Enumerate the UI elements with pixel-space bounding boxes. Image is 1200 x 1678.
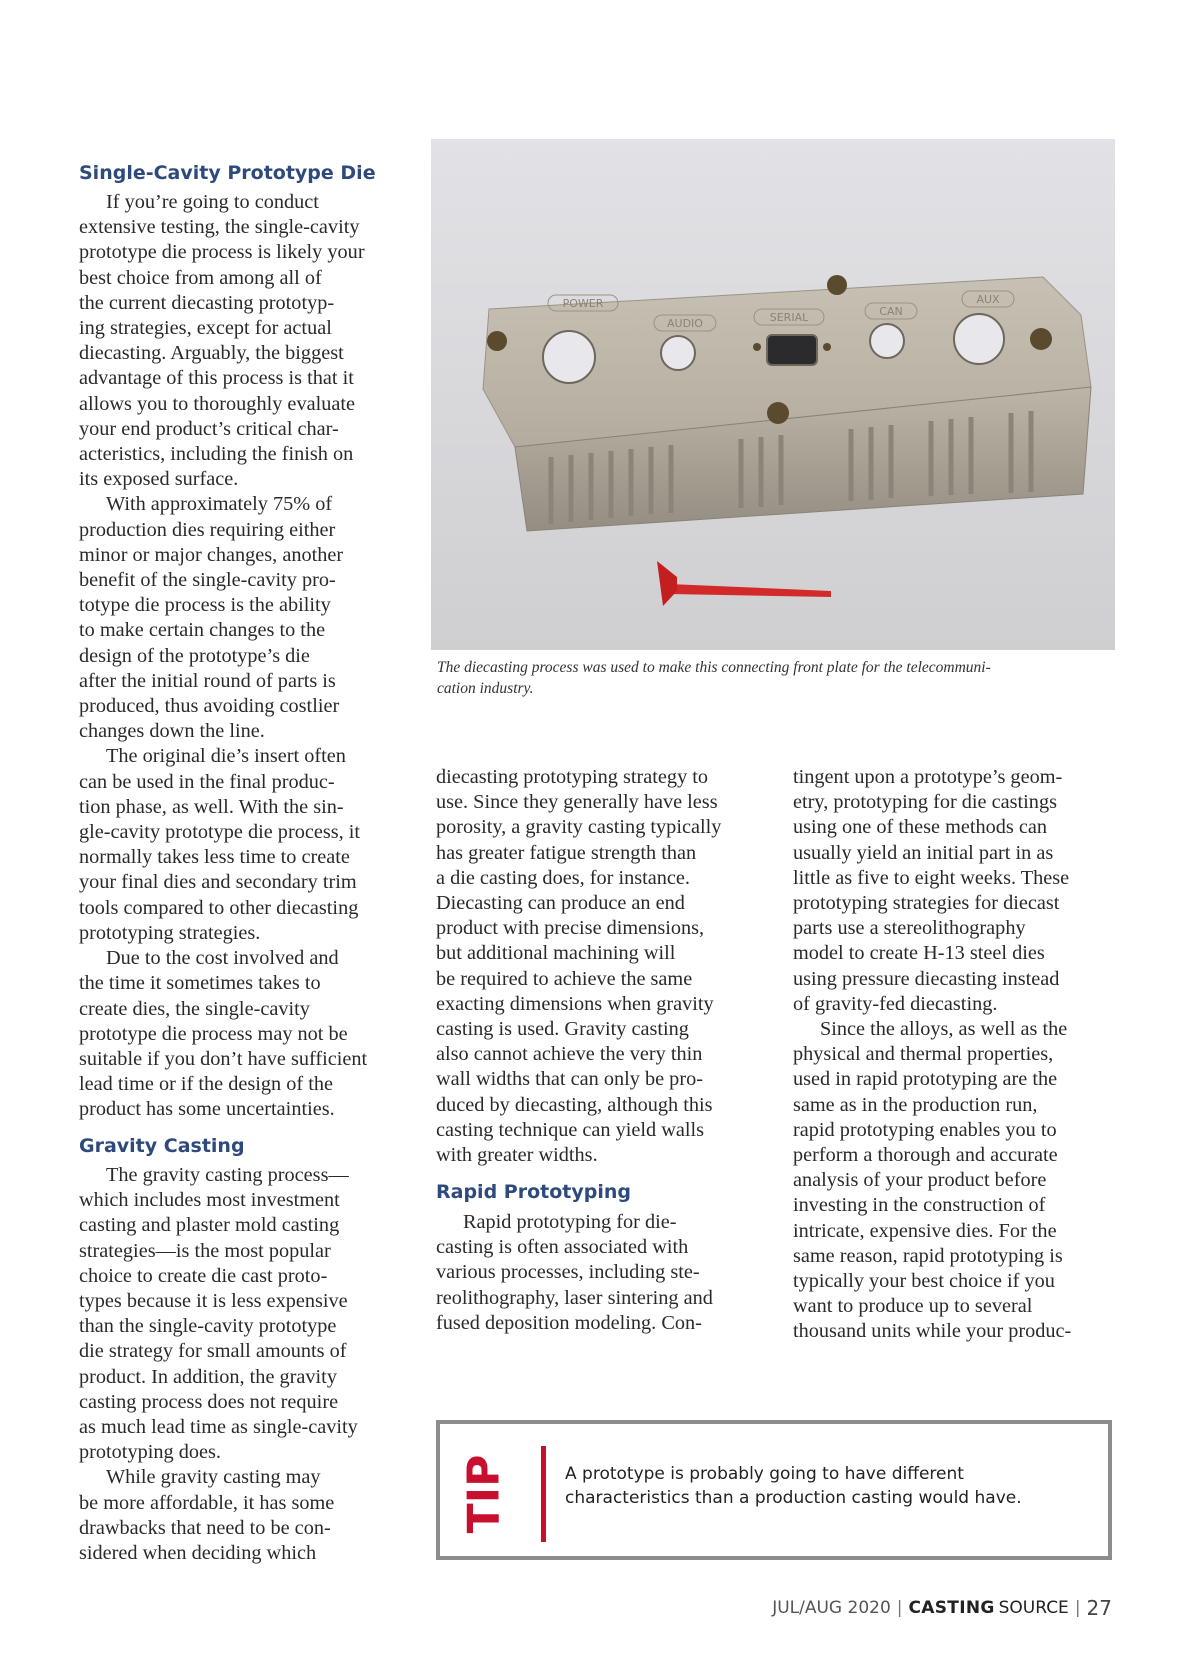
text-line: using one of these methods can (793, 816, 1048, 839)
text-line: porosity, a gravity casting typically (436, 816, 722, 839)
text-line: The original die’s insert often (106, 745, 346, 768)
text-line: usually yield an initial part in as (793, 841, 1054, 864)
text-line: choice to create die cast proto- (79, 1264, 328, 1287)
paragraph (79, 1163, 409, 1465)
text-line: diecasting prototyping strategy to (436, 766, 709, 788)
paragraph (79, 946, 409, 1122)
text-line: exacting dimensions when gravity (436, 992, 714, 1015)
paragraph (79, 190, 409, 492)
text-line: wall widths that can only be pro- (436, 1068, 703, 1091)
text-line: changes down the line. (79, 720, 265, 743)
text-line: product with precise dimensions, (436, 917, 705, 940)
text-line: lead time or if the design of the (79, 1073, 334, 1096)
text-line: Diecasting can produce an end (436, 892, 685, 915)
text-line: The diecasting process was used to make this connecting front plate for the telecommuni- (437, 659, 991, 676)
text-line: gle-cavity prototype die process, it (79, 821, 361, 844)
heading-single-cavity: Single-Cavity Prototype Die (79, 162, 376, 184)
text-line: die strategy for small amounts of (79, 1340, 347, 1363)
text-line: allows you to thoroughly evaluate (79, 392, 355, 415)
text-line: be more affordable, it has some (79, 1491, 335, 1514)
text-line: a die casting does, for instance. (436, 866, 690, 889)
text-line: investing in the construction of (793, 1194, 1046, 1217)
text-line: totype die process is the ability (79, 594, 331, 617)
text-line: casting is often associated with (436, 1236, 689, 1259)
text-line: Since the alloys, as well as the (820, 1018, 1068, 1041)
text-line: diecasting. Arguably, the biggest (79, 342, 344, 365)
text-column-1 (79, 190, 409, 1123)
text-line: casting and plaster mold casting (79, 1214, 340, 1237)
tip-label (458, 1442, 510, 1546)
text-line: little as five to eight weeks. These (793, 866, 1070, 889)
text-line: as much lead time as single-cavity (79, 1416, 358, 1439)
tip-box (436, 1420, 1112, 1560)
text-line: which includes most investment (79, 1189, 340, 1212)
text-line: using pressure diecasting instead (793, 967, 1060, 990)
text-line: casting technique can yield walls (436, 1118, 705, 1141)
text-line: be required to achieve the same (436, 967, 693, 990)
text-line: types because it is less expensive (79, 1290, 348, 1313)
text-line: used in rapid prototyping are the (793, 1068, 1058, 1091)
paragraph (79, 1465, 409, 1566)
text-line: various processes, including ste- (436, 1261, 700, 1284)
text-line: production dies requiring either (79, 518, 336, 541)
text-line: suitable if you don’t have sufficient (79, 1047, 368, 1070)
text-line: normally takes less time to create (79, 846, 350, 869)
paragraph (436, 765, 766, 1168)
text-line: fused deposition modeling. Con- (436, 1311, 702, 1334)
text-line: tion phase, as well. With the sin- (79, 795, 344, 818)
text-line: With approximately 75% of (106, 493, 333, 516)
text-column-3 (793, 765, 1123, 1345)
port-label-aux: AUX (976, 293, 1000, 306)
text-line: physical and thermal properties, (793, 1043, 1054, 1066)
footer-separator: | (1074, 1598, 1081, 1618)
text-line: product has some uncertainties. (79, 1098, 335, 1121)
tip-text (565, 1462, 1085, 1510)
text-line: parts use a stereolithography (793, 917, 1026, 940)
diecast-front-plate-illustration (431, 139, 1115, 650)
tip-divider (541, 1446, 546, 1542)
text-line: etry, prototyping for die castings (793, 791, 1057, 814)
text-line: characteristics than a production casting would have. (565, 1488, 1022, 1508)
text-line: cation industry. (437, 680, 534, 697)
text-line: sidered when deciding which (79, 1542, 317, 1565)
text-line: can be used in the final produc- (79, 770, 335, 793)
text-line: prototyping strategies. (79, 921, 261, 944)
page-footer (772, 1593, 1112, 1623)
text-line: product. In addition, the gravity (79, 1365, 337, 1388)
footer-separator: | (896, 1598, 903, 1618)
brand-source: SOURCE (998, 1598, 1069, 1618)
text-line: casting is used. Gravity casting (436, 1018, 689, 1041)
text-line: but additional machining will (436, 942, 676, 965)
text-line: analysis of your product before (793, 1169, 1047, 1192)
page-number: 27 (1086, 1596, 1112, 1620)
text-line: Due to the cost involved and (106, 947, 339, 970)
text-line: your end product’s critical char- (79, 417, 339, 440)
photo-caption (437, 657, 1117, 699)
text-line: thousand units while your produc- (793, 1320, 1072, 1343)
text-line: than the single-cavity prototype (79, 1315, 337, 1338)
text-line: same as in the production run, (793, 1093, 1038, 1116)
text-line: produced, thus avoiding costlier (79, 695, 340, 718)
text-line: extensive testing, the single-cavity (79, 216, 360, 239)
text-line: Rapid prototyping for die- (463, 1211, 677, 1233)
text-line: best choice from among all of (79, 266, 322, 289)
port-label-can: CAN (879, 305, 903, 318)
text-line: tools compared to other diecasting (79, 896, 359, 919)
brand-casting: CASTING (908, 1598, 995, 1618)
text-line: prototype die process is likely your (79, 241, 365, 264)
heading-gravity-casting: Gravity Casting (79, 1135, 245, 1157)
port-label-audio: AUDIO (667, 317, 703, 330)
text-line: acteristics, including the finish on (79, 443, 354, 466)
text-line: ing strategies, except for actual (79, 317, 332, 340)
text-line: While gravity casting may (106, 1466, 321, 1489)
text-line: the time it sometimes takes to (79, 972, 321, 995)
text-line: use. Since they generally have less (436, 791, 718, 814)
text-line: also cannot achieve the very thin (436, 1043, 703, 1066)
text-line: create dies, the single-cavity (79, 997, 310, 1020)
text-line: typically your best choice if you (793, 1270, 1055, 1293)
text-line: your final dies and secondary trim (79, 871, 357, 894)
text-line: casting process does not require (79, 1390, 339, 1413)
text-line: has greater fatigue strength than (436, 841, 697, 864)
text-line: duced by diecasting, although this (436, 1093, 713, 1116)
paragraph (79, 744, 409, 946)
tip-label-text: TIP (458, 1454, 510, 1534)
text-line: to make certain changes to the (79, 619, 326, 642)
port-label-power: POWER (562, 297, 604, 310)
text-column-2-cont (436, 1210, 766, 1336)
text-line: same reason, rapid prototyping is (793, 1244, 1063, 1267)
text-line: drawbacks that need to be con- (79, 1516, 331, 1539)
text-line: reolithography, laser sintering and (436, 1286, 713, 1309)
text-line: minor or major changes, another (79, 543, 344, 566)
text-line: The gravity casting process— (106, 1164, 349, 1186)
text-line: tingent upon a prototype’s geom- (793, 766, 1063, 788)
text-line: prototyping does. (79, 1441, 221, 1464)
issue-date: JUL/AUG 2020 (772, 1598, 891, 1618)
text-column-2 (436, 765, 766, 1168)
text-line: design of the prototype’s die (79, 644, 310, 667)
port-label-serial: SERIAL (769, 311, 809, 324)
text-line: model to create H-13 steel dies (793, 942, 1045, 965)
paragraph (793, 765, 1123, 1017)
text-line: prototyping strategies for diecast (793, 892, 1060, 915)
text-line: If you’re going to conduct (106, 191, 319, 213)
text-line: benefit of the single-cavity pro- (79, 569, 336, 592)
product-photo (431, 139, 1115, 650)
text-column-1-cont (79, 1163, 409, 1566)
paragraph (79, 492, 409, 744)
text-line: prototype die process may not be (79, 1022, 348, 1045)
paragraph (793, 1017, 1123, 1345)
text-line: its exposed surface. (79, 468, 239, 491)
text-line: the current diecasting prototyp- (79, 291, 335, 314)
text-line: of gravity-fed diecasting. (793, 992, 998, 1015)
text-line: A prototype is probably going to have different (565, 1464, 964, 1484)
text-line: with greater widths. (436, 1144, 598, 1167)
text-line: strategies—is the most popular (79, 1239, 331, 1262)
text-line: after the initial round of parts is (79, 669, 336, 692)
text-line: advantage of this process is that it (79, 367, 354, 390)
text-line: want to produce up to several (793, 1295, 1033, 1318)
heading-rapid-prototyping: Rapid Prototyping (436, 1181, 631, 1203)
text-line: rapid prototyping enables you to (793, 1118, 1057, 1141)
text-line: perform a thorough and accurate (793, 1144, 1058, 1167)
paragraph (436, 1210, 766, 1336)
text-line: intricate, expensive dies. For the (793, 1219, 1057, 1242)
